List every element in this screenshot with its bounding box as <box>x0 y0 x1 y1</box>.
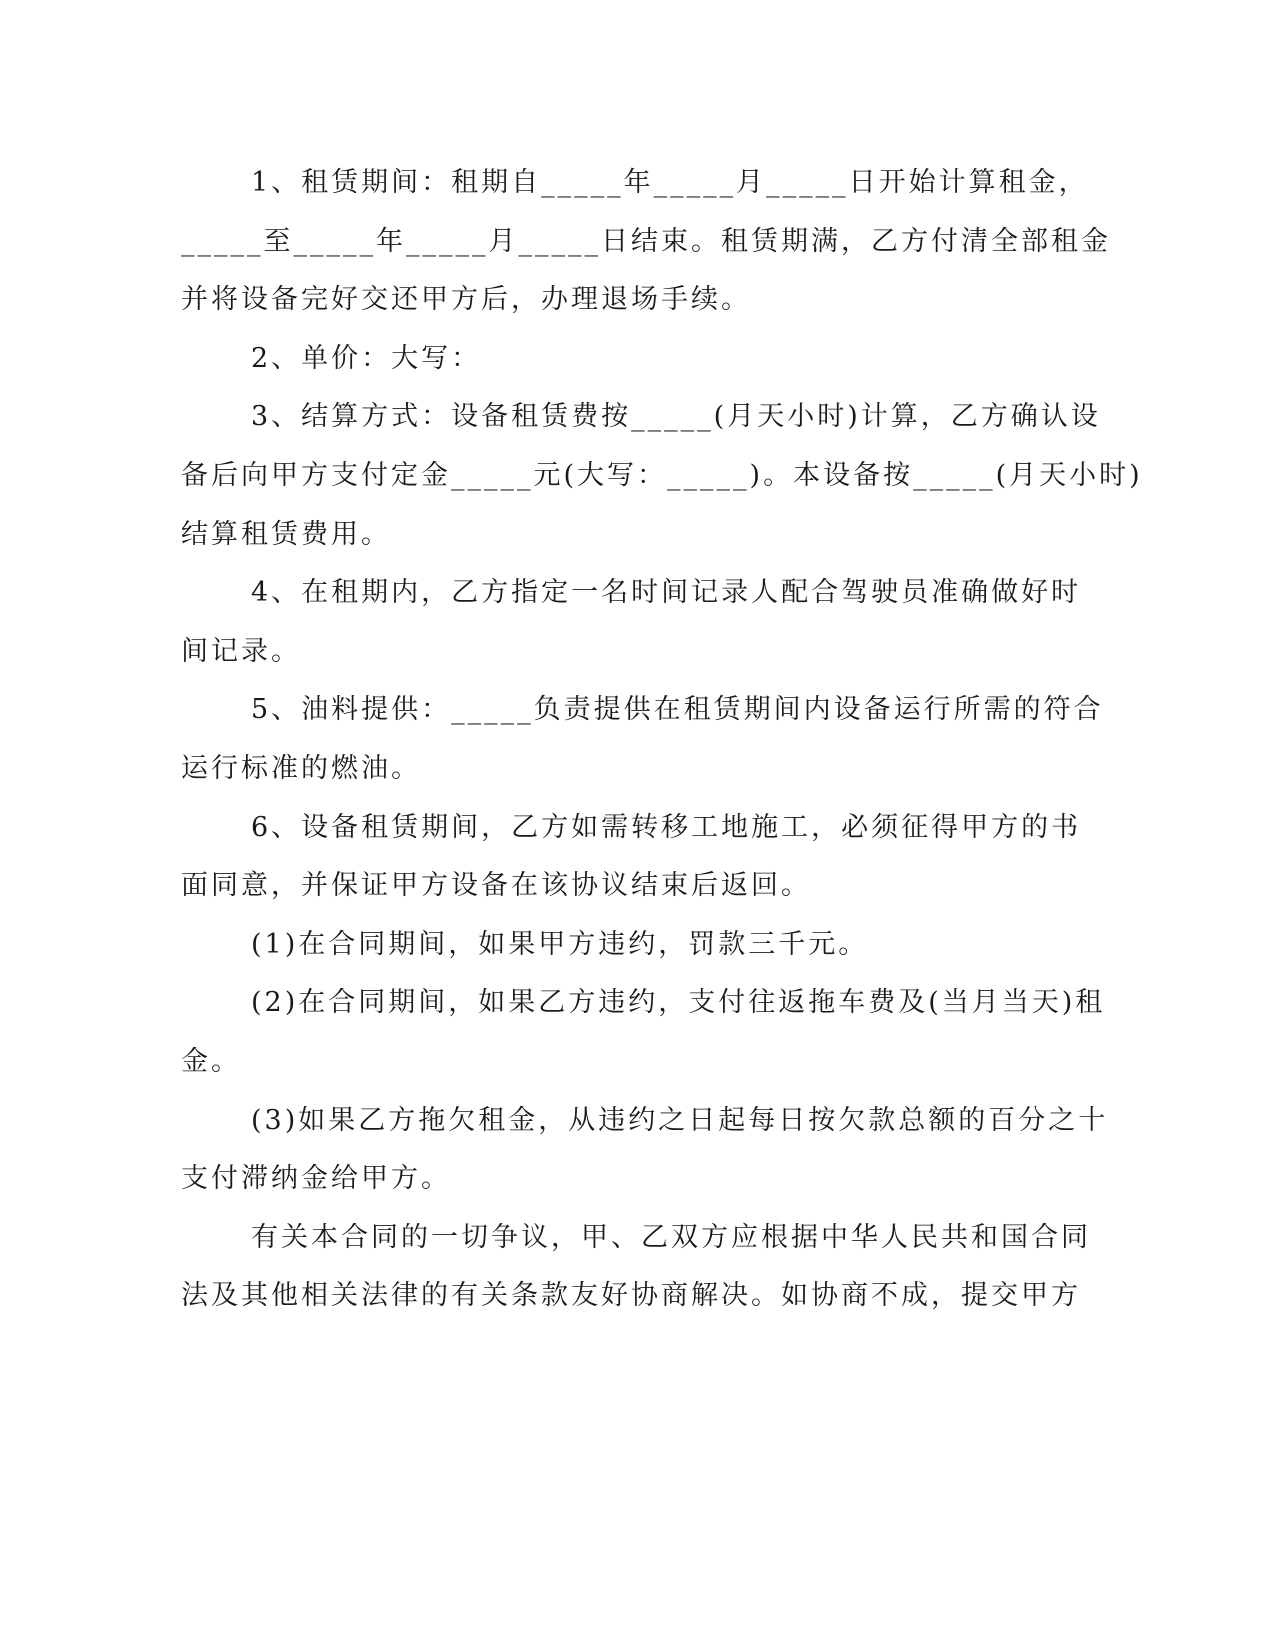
penalty-2-line-2: 金。 <box>181 1045 241 1077</box>
penalty-3-line-1: (3)如果乙方拖欠租金，从违约之日起每日按欠款总额的百分之十 <box>251 1104 1109 1136</box>
clause-3-line-2: 备后向甲方支付定金_____元(大写：_____)。本设备按_____(月天小时) <box>181 459 1143 491</box>
clause-1-line-1: 1、租赁期间：租期自_____年_____月_____日开始计算租金， <box>251 167 1089 198</box>
clause-3-line-1: 3、结算方式：设备租赁费按_____(月天小时)计算，乙方确认设 <box>251 401 1101 433</box>
clause-1-line-3: 并将设备完好交还甲方后，办理退场手续。 <box>181 284 751 316</box>
penalty-1-line-1: (1)在合同期间，如果甲方违约，罚款三千元。 <box>251 928 869 960</box>
penalty-3-line-2: 支付滞纳金给甲方。 <box>181 1163 451 1195</box>
clause-4-line-2: 间记录。 <box>181 635 301 667</box>
clause-6-line-2: 面同意，并保证甲方设备在该协议结束后返回。 <box>181 870 811 902</box>
clause-5-line-2: 运行标准的燃油。 <box>181 752 421 784</box>
dispute-line-2: 法及其他相关法律的有关条款友好协商解决。如协商不成，提交甲方 <box>181 1280 1081 1312</box>
clause-6-line-1: 6、设备租赁期间，乙方如需转移工地施工，必须征得甲方的书 <box>251 811 1082 843</box>
clause-2-line-1: 2、单价：大写： <box>251 342 482 374</box>
clause-3-line-3: 结算租赁费用。 <box>181 518 391 550</box>
clause-5-line-1: 5、油料提供：_____负责提供在租赁期间内设备运行所需的符合 <box>251 694 1104 726</box>
clause-4-line-1: 4、在租期内，乙方指定一名时间记录人配合驾驶员准确做好时 <box>251 577 1082 609</box>
dispute-line-1: 有关本合同的一切争议，甲、乙双方应根据中华人民共和国合同 <box>251 1221 1091 1253</box>
document-body <box>181 154 1143 1326</box>
penalty-2-line-1: (2)在合同期间，如果乙方违约，支付往返拖车费及(当月当天)租 <box>251 987 1106 1019</box>
clause-1-line-2: _____至_____年_____月_____日结束。租赁期满，乙方付清全部租金 <box>181 225 1111 257</box>
